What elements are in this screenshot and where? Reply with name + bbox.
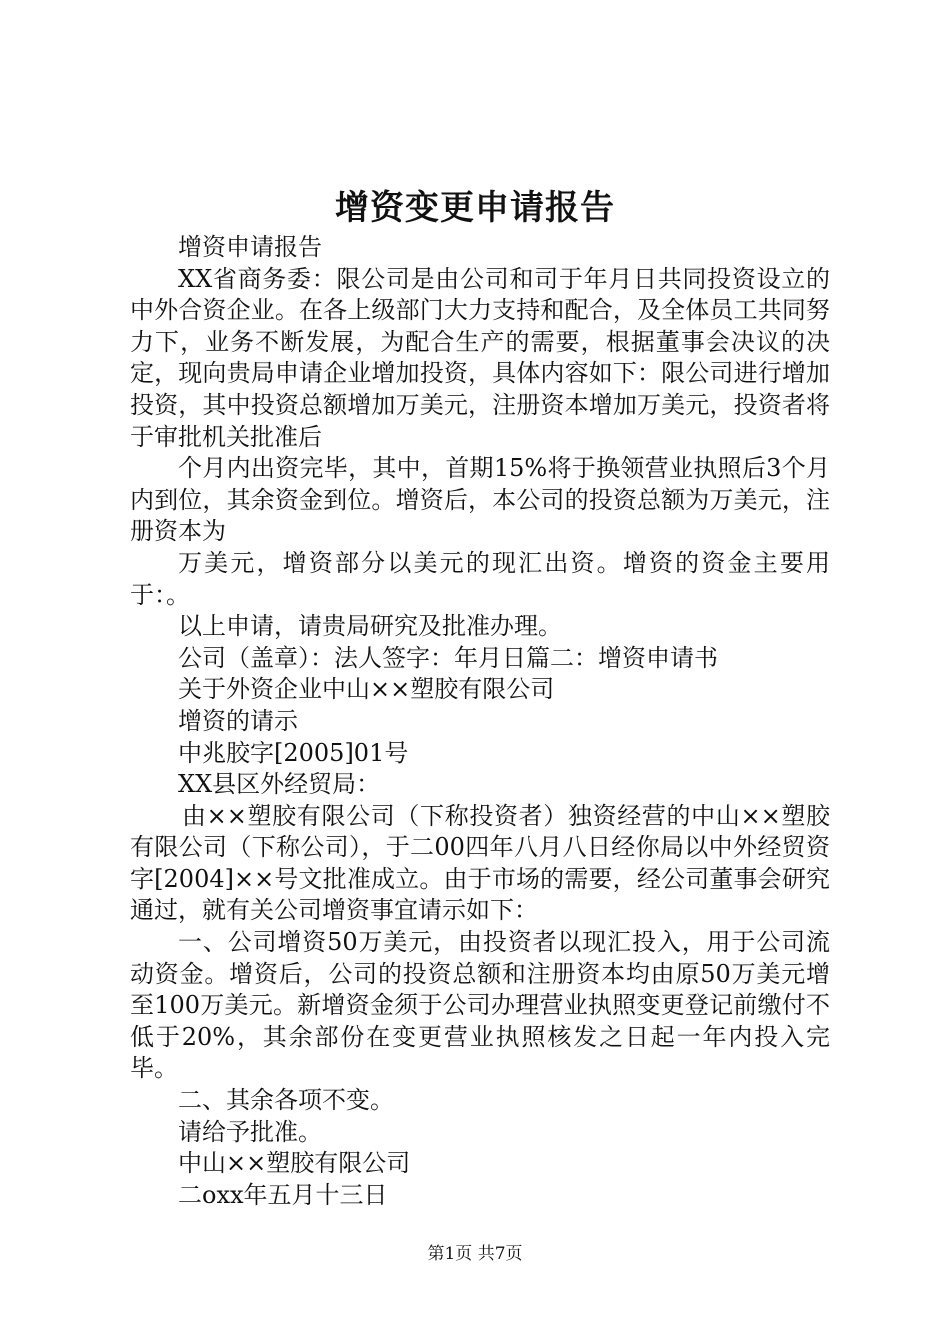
paragraph-addressee: XX县区外经贸局： (178, 770, 381, 799)
paragraph-signature-line: 公司（盖章）：法人签字：年月日篇二：增资申请书 (178, 643, 718, 672)
document-body (130, 232, 830, 1211)
paragraph-request: 以上申请，请贵局研究及批准办理。 (178, 612, 562, 641)
paragraph-funding-schedule: 个月内出资完毕，其中，首期15%将于换领营业执照后3个月内到位，其余资金到位。增资后，本公司的投资总额为万美元，注册资本为 (130, 454, 830, 546)
paragraph-intro: XX省商务委：限公司是由公司和司于年月日共同投资设立的中外合资企业。在各上级部门大力支持和配合，及全体员工共同努力下，业务不断发展，为配合生产的需要，根据董事会决议的决定，现向贵局申请企业增加投资，具体内容如下：限公司进行增加投资，其中投资总额增加万美元，注册资本增加万美元，投资者将于审批机关批准后 (130, 264, 830, 451)
paragraph-item-two: 二、其余各项不变。 (178, 1086, 394, 1115)
paragraph-date: 二oxx年五月十三日 (178, 1180, 388, 1209)
paragraph-heading: 增资申请报告 (178, 233, 322, 261)
paragraph-item-one: 一、公司增资50万美元，由投资者以现汇投入，用于公司流动资金。增资后，公司的投资总额和注册资本均由原50万美元增至100万美元。新增资金须于公司办理营业执照变更登记前缴付不低于20%，其余部份在变更营业执照核发之日起一年内投入完毕。 (130, 928, 830, 1083)
paragraph-background: 由××塑胶有限公司（下称投资者）独资经营的中山××塑胶有限公司（下称公司），于二00四年八月八日经你局以中外经贸资字[2004]××号文批准成立。由于市场的需要，经公司董事会研究通过，就有关公司增资事宜请示如下： (130, 801, 830, 925)
page-indicator: 第1页 共7页 (427, 1244, 523, 1264)
paragraph-approval-request: 请给予批准。 (178, 1117, 322, 1146)
paragraph-document-number: 中兆胶字[2005]01号 (178, 738, 409, 767)
paragraph-subject-title: 增资的请示 (178, 706, 298, 735)
paragraph-company-name: 中山××塑胶有限公司 (178, 1149, 411, 1178)
paragraph-subject: 关于外资企业中山××塑胶有限公司 (178, 675, 555, 704)
paragraph-funding-use: 万美元，增资部分以美元的现汇出资。增资的资金主要用于：。 (130, 548, 830, 609)
page-title: 增资变更申请报告 (335, 188, 615, 228)
